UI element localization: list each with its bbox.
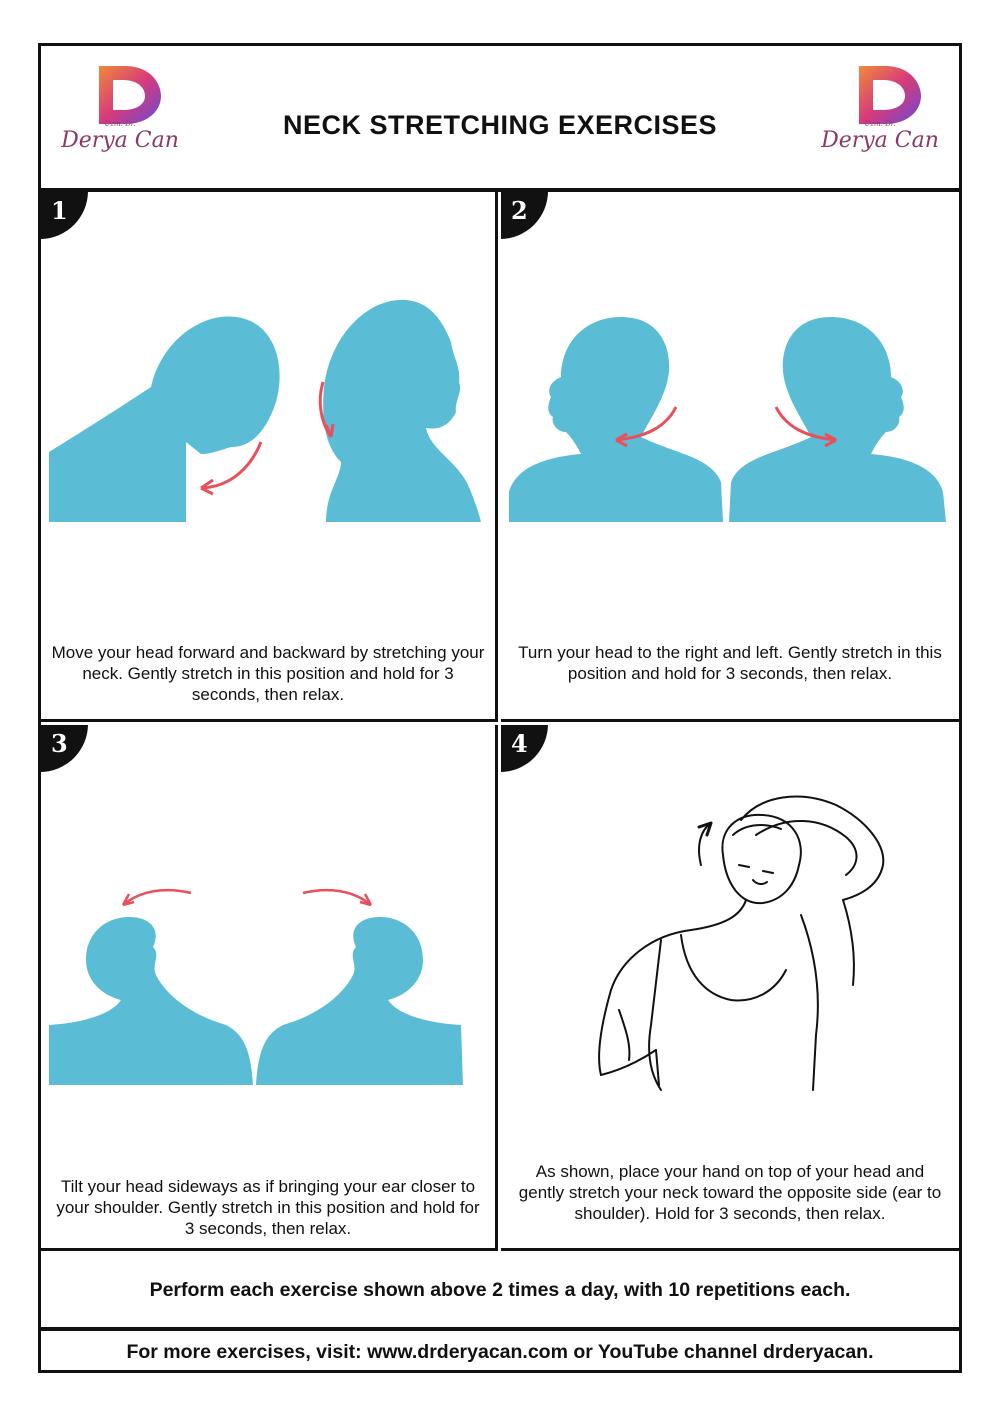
exercise-caption: As shown, place your hand on top of your head and gently stretch your neck toward the opposite side (ear to shoulder). Hold for 3 seconds, then relax. — [518, 1162, 942, 1223]
step-number: 2 — [511, 196, 528, 225]
page-title: NECK STRETCHING EXERCISES — [282, 110, 718, 140]
step-number: 1 — [51, 196, 68, 225]
logo-prefix: Uzm. Dr. — [864, 120, 896, 128]
step-number: 4 — [511, 729, 528, 758]
forward-backward-illustration — [41, 192, 498, 632]
exercise-sheet — [38, 43, 962, 1373]
exercise-panel-3 — [41, 725, 498, 1251]
logo-prefix: Uzm. Dr. — [104, 120, 136, 128]
exercise-panel-2 — [501, 192, 959, 722]
hand-on-head-stretch-illustration — [501, 725, 959, 1155]
more-exercises-note: For more exercises, visit: www.drderyacan.com or YouTube channel drderyacan. — [126, 1341, 874, 1363]
logo-text: Derya Can — [821, 128, 939, 153]
exercise-panel-1 — [41, 192, 498, 722]
turn-left-right-illustration — [501, 192, 959, 632]
repetition-instruction: Perform each exercise shown above 2 times a day, with 10 repetitions each. — [41, 1254, 959, 1331]
logo-right — [815, 60, 945, 170]
exercise-caption: Move your head forward and backward by stretching your neck. Gently stretch in this position and hold for 3 seconds, then relax. — [51, 643, 485, 704]
header — [41, 46, 959, 192]
exercise-panel-4 — [501, 725, 959, 1251]
logo-text: Derya Can — [61, 128, 179, 153]
step-number: 3 — [51, 729, 68, 758]
exercise-caption: Turn your head to the right and left. Gently stretch in this position and hold for 3 seconds, then relax. — [518, 643, 942, 683]
side-tilt-illustration — [41, 725, 498, 1165]
exercise-caption: Tilt your head sideways as if bringing your ear closer to your shoulder. Gently stretch in this position and hold for 3 seconds, then relax. — [56, 1177, 480, 1238]
